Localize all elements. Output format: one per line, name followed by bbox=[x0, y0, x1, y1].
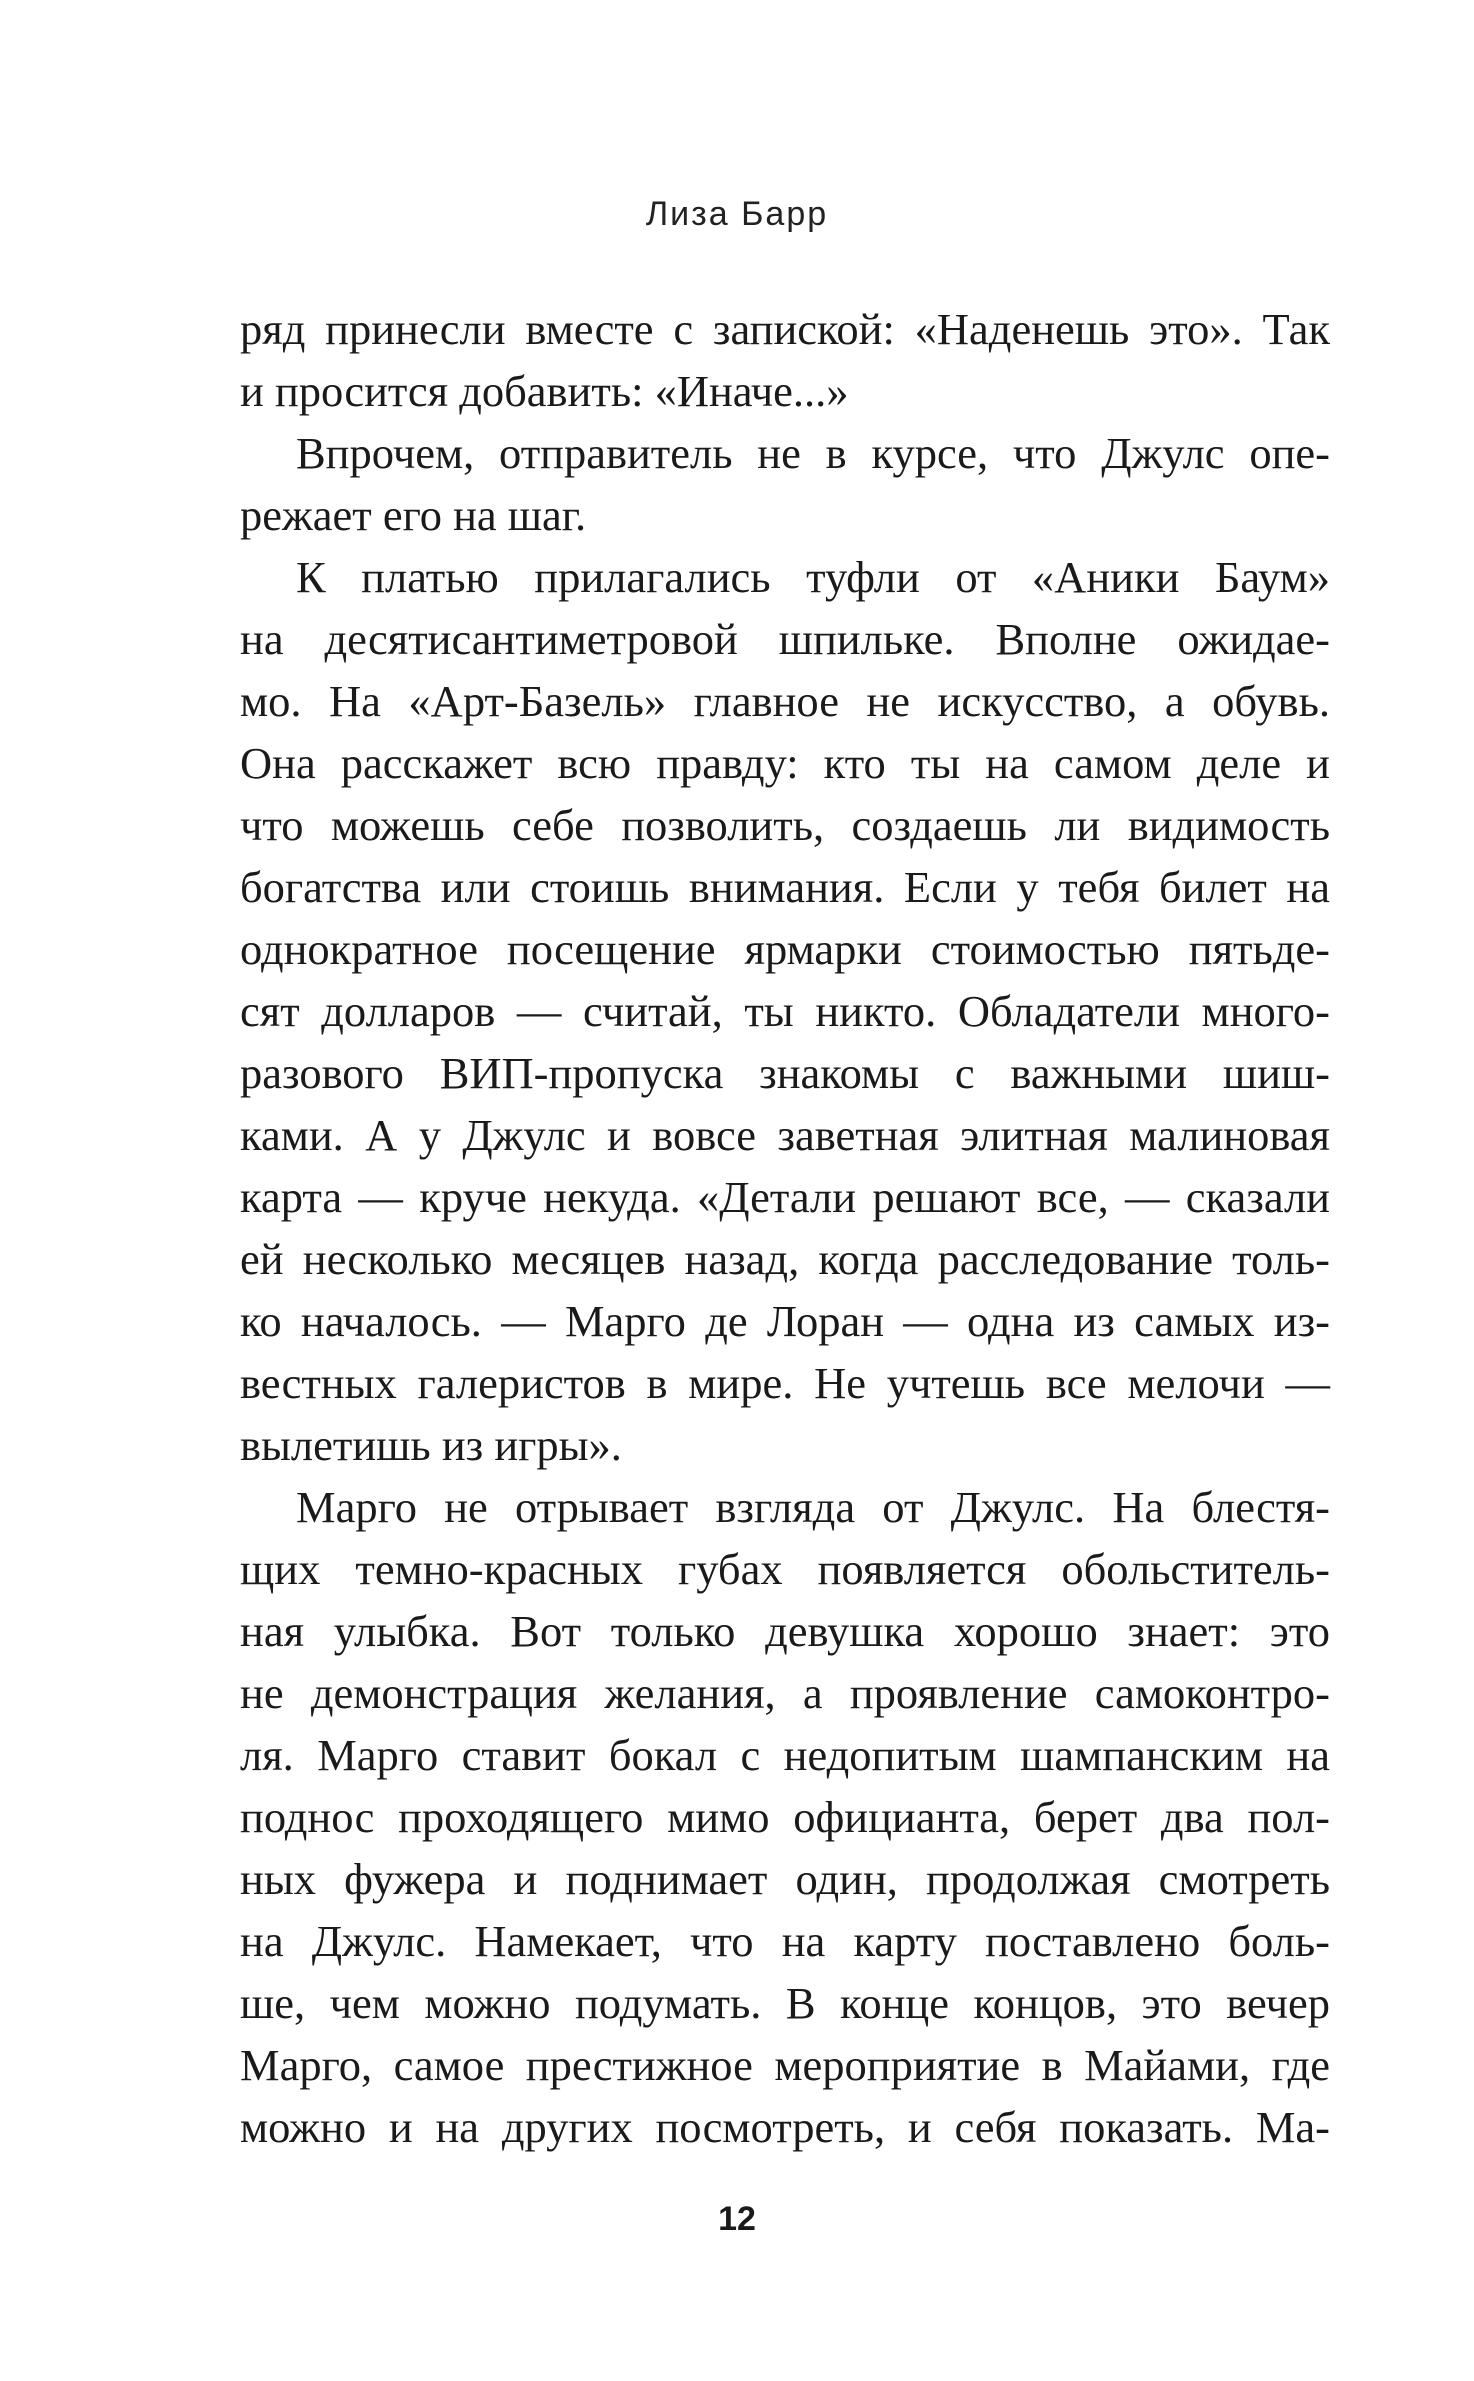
text-line: Марго, самое престижное мероприятие в Майами, где bbox=[240, 2040, 1330, 2090]
text-line: можно и на других посмотреть, и себя показать. Ма- bbox=[240, 2102, 1330, 2152]
text-line: на Джулс. Намекает, что на карту поставлено боль- bbox=[240, 1916, 1330, 1966]
text-line: ко началось. — Марго де Лоран — одна из самых из- bbox=[240, 1296, 1330, 1346]
text-line: К платью прилагались туфли от «Аники Баум» bbox=[296, 552, 1330, 602]
body-text bbox=[240, 298, 1330, 2158]
text-line: на десятисантиметровой шпильке. Вполне ожидае- bbox=[240, 614, 1330, 664]
text-line: не демонстрация желания, а проявление самоконтро- bbox=[240, 1668, 1330, 1718]
text-line: ная улыбка. Вот только девушка хорошо знает: это bbox=[240, 1606, 1330, 1656]
text-line: разового ВИП-пропуска знакомы с важными шиш- bbox=[240, 1048, 1330, 1098]
text-line: сят долларов — считай, ты никто. Обладатели много- bbox=[240, 986, 1330, 1036]
text-line: режает его на шаг. bbox=[240, 490, 587, 540]
text-line: богатства или стоишь внимания. Если у тебя билет на bbox=[240, 862, 1330, 912]
text-line: карта — круче некуда. «Детали решают все, — сказали bbox=[240, 1172, 1330, 1222]
text-line: однократное посещение ярмарки стоимостью пятьде- bbox=[240, 924, 1330, 974]
text-line: и просится добавить: «Иначе...» bbox=[240, 366, 849, 416]
text-line: ей несколько месяцев назад, когда расследование толь- bbox=[240, 1234, 1330, 1284]
text-line: ля. Марго ставит бокал с недопитым шампанским на bbox=[240, 1730, 1330, 1780]
text-line: ных фужера и поднимает один, продолжая смотреть bbox=[240, 1854, 1330, 1904]
running-header-author: Лиза Барр bbox=[645, 195, 829, 233]
text-line: вылетишь из игры». bbox=[240, 1420, 622, 1470]
text-line: поднос проходящего мимо официанта, берет два пол- bbox=[240, 1792, 1330, 1842]
text-line: щих темно-красных губах появляется обольститель- bbox=[240, 1544, 1330, 1594]
text-line: ряд принесли вместе с запиской: «Наденешь это». Так bbox=[240, 304, 1330, 354]
text-line: ками. А у Джулс и вовсе заветная элитная малиновая bbox=[240, 1110, 1330, 1160]
page-number: 12 bbox=[718, 2200, 756, 2238]
text-line: что можешь себе позволить, создаешь ли видимость bbox=[240, 800, 1330, 850]
text-line: вестных галеристов в мире. Не учтешь все мелочи — bbox=[240, 1358, 1330, 1408]
text-line: мо. На «Арт-Базель» главное не искусство, а обувь. bbox=[240, 676, 1330, 726]
text-line: ше, чем можно подумать. В конце концов, это вечер bbox=[240, 1978, 1330, 2028]
text-line: Она расскажет всю правду: кто ты на самом деле и bbox=[240, 738, 1330, 788]
text-line: Впрочем, отправитель не в курсе, что Джулс опе- bbox=[296, 428, 1330, 478]
text-line: Марго не отрывает взгляда от Джулс. На блестя- bbox=[296, 1482, 1330, 1532]
